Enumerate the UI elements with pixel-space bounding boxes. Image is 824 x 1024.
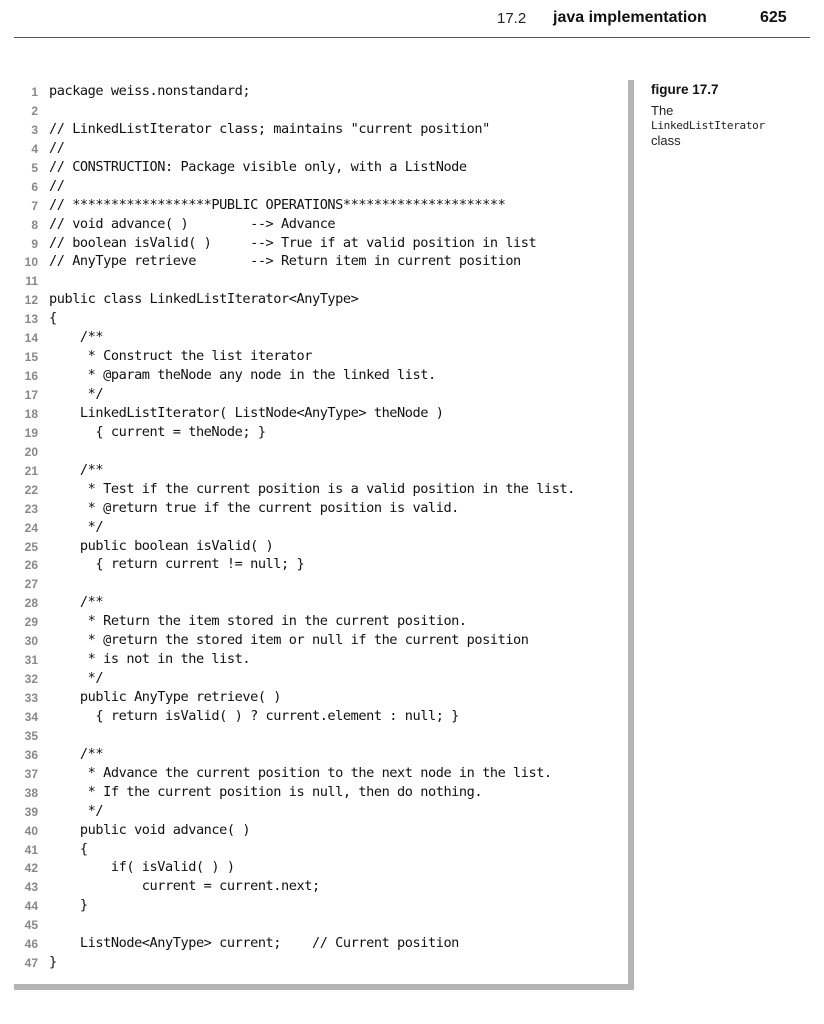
code-text: * Construct the list iterator	[49, 348, 312, 365]
code-line	[14, 745, 624, 764]
line-number: 2	[31, 103, 38, 118]
line-number: 29	[24, 615, 38, 630]
line-number: 13	[24, 312, 38, 327]
code-line	[14, 461, 624, 480]
code-line	[14, 953, 624, 972]
page-header	[0, 0, 824, 40]
code-line	[14, 423, 624, 442]
code-line	[14, 840, 624, 859]
code-text: * Test if the current position is a valid position in the list.	[49, 480, 575, 497]
line-number: 8	[31, 217, 38, 232]
code-text: * @return the stored item or null if the current position	[49, 632, 529, 649]
code-line	[14, 366, 624, 385]
line-number: 1	[31, 85, 38, 99]
code-text: public class LinkedListIterator<AnyType>	[49, 291, 359, 308]
line-number: 7	[31, 198, 38, 213]
section-number: 17.2	[497, 10, 527, 27]
line-number: 46	[24, 937, 38, 952]
code-text: // boolean isValid( ) --> True if at valid position in list	[49, 234, 537, 251]
line-number: 25	[24, 539, 38, 554]
code-line	[14, 688, 624, 707]
line-number: 32	[24, 672, 38, 687]
code-line	[14, 120, 624, 139]
code-text: */	[49, 386, 104, 402]
code-text: //	[49, 139, 65, 156]
code-text: /**	[49, 594, 104, 611]
code-line	[14, 196, 624, 215]
caption-class-name: LinkedListIterator	[651, 119, 765, 132]
code-text: { current = theNode; }	[49, 423, 266, 440]
line-number: 43	[24, 880, 38, 895]
code-text: public void advance( )	[49, 821, 251, 838]
code-line	[14, 593, 624, 612]
code-text: package weiss.nonstandard;	[49, 83, 251, 99]
caption-text: class	[651, 133, 681, 148]
line-number: 14	[24, 331, 38, 346]
code-line	[14, 139, 624, 158]
line-number: 26	[24, 558, 38, 573]
code-text: * If the current position is null, then do nothing.	[49, 783, 483, 800]
line-number: 24	[24, 520, 38, 535]
code-line	[14, 309, 624, 328]
code-text: /**	[49, 329, 104, 346]
code-text: */	[49, 670, 104, 687]
line-number: 20	[24, 444, 38, 459]
code-line	[14, 328, 624, 347]
code-line	[14, 650, 624, 669]
caption-text: The	[651, 103, 674, 118]
header-rule	[14, 37, 810, 38]
line-number: 38	[24, 785, 38, 800]
line-number: 21	[24, 463, 38, 478]
code-line	[14, 764, 624, 783]
code-line	[14, 442, 624, 461]
code-text: // LinkedListIterator class; maintains "current position"	[49, 120, 490, 137]
figure-caption	[651, 82, 821, 148]
code-line	[14, 404, 624, 423]
line-number: 22	[24, 482, 38, 497]
code-text: * Advance the current position to the next node in the list.	[49, 764, 552, 781]
code-text: {	[49, 840, 88, 857]
code-line	[14, 934, 624, 953]
line-number: 12	[24, 293, 38, 308]
line-number: 30	[24, 634, 38, 649]
line-number: 11	[25, 274, 38, 289]
code-box-shadow-bottom	[14, 984, 634, 990]
code-text: ListNode<AnyType> current; // Current position	[49, 935, 459, 952]
line-number: 4	[31, 141, 38, 156]
line-number: 16	[24, 369, 38, 384]
line-number: 34	[24, 709, 38, 724]
code-text: { return current != null; }	[49, 556, 305, 573]
line-number: 36	[24, 747, 38, 762]
line-number: 10	[24, 255, 38, 270]
code-text: /**	[49, 461, 104, 478]
code-text: }	[49, 897, 88, 914]
line-number: 15	[24, 350, 38, 365]
line-number: 19	[24, 425, 38, 440]
line-number: 39	[24, 804, 38, 819]
code-line	[14, 499, 624, 518]
code-line	[14, 726, 624, 745]
code-text: public boolean isValid( )	[49, 537, 274, 554]
code-text: // void advance( ) --> Advance	[49, 215, 336, 232]
line-number: 18	[24, 406, 38, 421]
line-number: 27	[24, 577, 38, 592]
line-number: 40	[24, 823, 38, 838]
code-line	[14, 290, 624, 309]
line-number: 45	[24, 918, 38, 933]
code-line	[14, 858, 624, 877]
line-number: 23	[24, 501, 38, 516]
code-line	[14, 669, 624, 688]
code-line	[14, 555, 624, 574]
code-line	[14, 518, 624, 537]
code-text: { return isValid( ) ? current.element : null; }	[49, 707, 459, 724]
page-number: 625	[760, 9, 787, 26]
line-number: 44	[24, 899, 38, 914]
line-number: 17	[24, 388, 38, 402]
code-line	[14, 215, 624, 234]
code-text: * is not in the list.	[49, 651, 251, 668]
code-line	[14, 480, 624, 499]
code-line	[14, 537, 624, 556]
code-text: // ******************PUBLIC OPERATIONS*********************	[49, 196, 506, 213]
code-text: current = current.next;	[49, 878, 320, 895]
code-text: }	[49, 954, 57, 971]
code-line	[14, 158, 624, 177]
code-line	[14, 101, 624, 120]
line-number: 47	[24, 956, 38, 971]
figure-label: figure 17.7	[651, 82, 719, 97]
code-line	[14, 271, 624, 290]
code-listing	[14, 82, 624, 972]
code-line	[14, 707, 624, 726]
code-text: //	[49, 177, 65, 194]
code-text: * @param theNode any node in the linked list.	[49, 367, 436, 384]
code-line	[14, 177, 624, 196]
code-text: LinkedListIterator( ListNode<AnyType> theNode )	[49, 404, 444, 421]
code-line	[14, 347, 624, 366]
code-line	[14, 631, 624, 650]
line-number: 28	[24, 596, 38, 611]
line-number: 5	[31, 160, 38, 175]
code-text: // AnyType retrieve --> Return item in current position	[49, 253, 521, 270]
line-number: 41	[24, 842, 38, 857]
code-text: * Return the item stored in the current position.	[49, 613, 467, 630]
code-box-shadow-right	[628, 80, 634, 990]
line-number: 3	[31, 122, 38, 137]
code-line	[14, 82, 624, 101]
code-line	[14, 385, 624, 404]
code-line	[14, 802, 624, 821]
code-line	[14, 574, 624, 593]
code-text: public AnyType retrieve( )	[49, 689, 282, 705]
line-number: 42	[24, 861, 38, 876]
code-line	[14, 821, 624, 840]
code-text: * @return true if the current position is valid.	[49, 499, 459, 516]
code-line	[14, 915, 624, 934]
code-line	[14, 783, 624, 802]
code-line	[14, 877, 624, 896]
line-number: 31	[24, 653, 38, 668]
line-number: 9	[31, 236, 38, 251]
code-line	[14, 612, 624, 631]
code-text: {	[49, 310, 57, 327]
code-text: */	[49, 518, 104, 535]
line-number: 37	[24, 766, 38, 781]
code-line	[14, 896, 624, 915]
line-number: 6	[31, 179, 38, 194]
section-title: java implementation	[553, 9, 707, 26]
code-text: if( isValid( ) )	[49, 859, 235, 876]
line-number: 33	[24, 691, 38, 705]
code-text: */	[49, 802, 104, 819]
code-text: /**	[49, 745, 104, 762]
code-line	[14, 234, 624, 253]
code-line	[14, 252, 624, 271]
line-number: 35	[24, 728, 38, 743]
code-text: // CONSTRUCTION: Package visible only, with a ListNode	[49, 158, 467, 175]
